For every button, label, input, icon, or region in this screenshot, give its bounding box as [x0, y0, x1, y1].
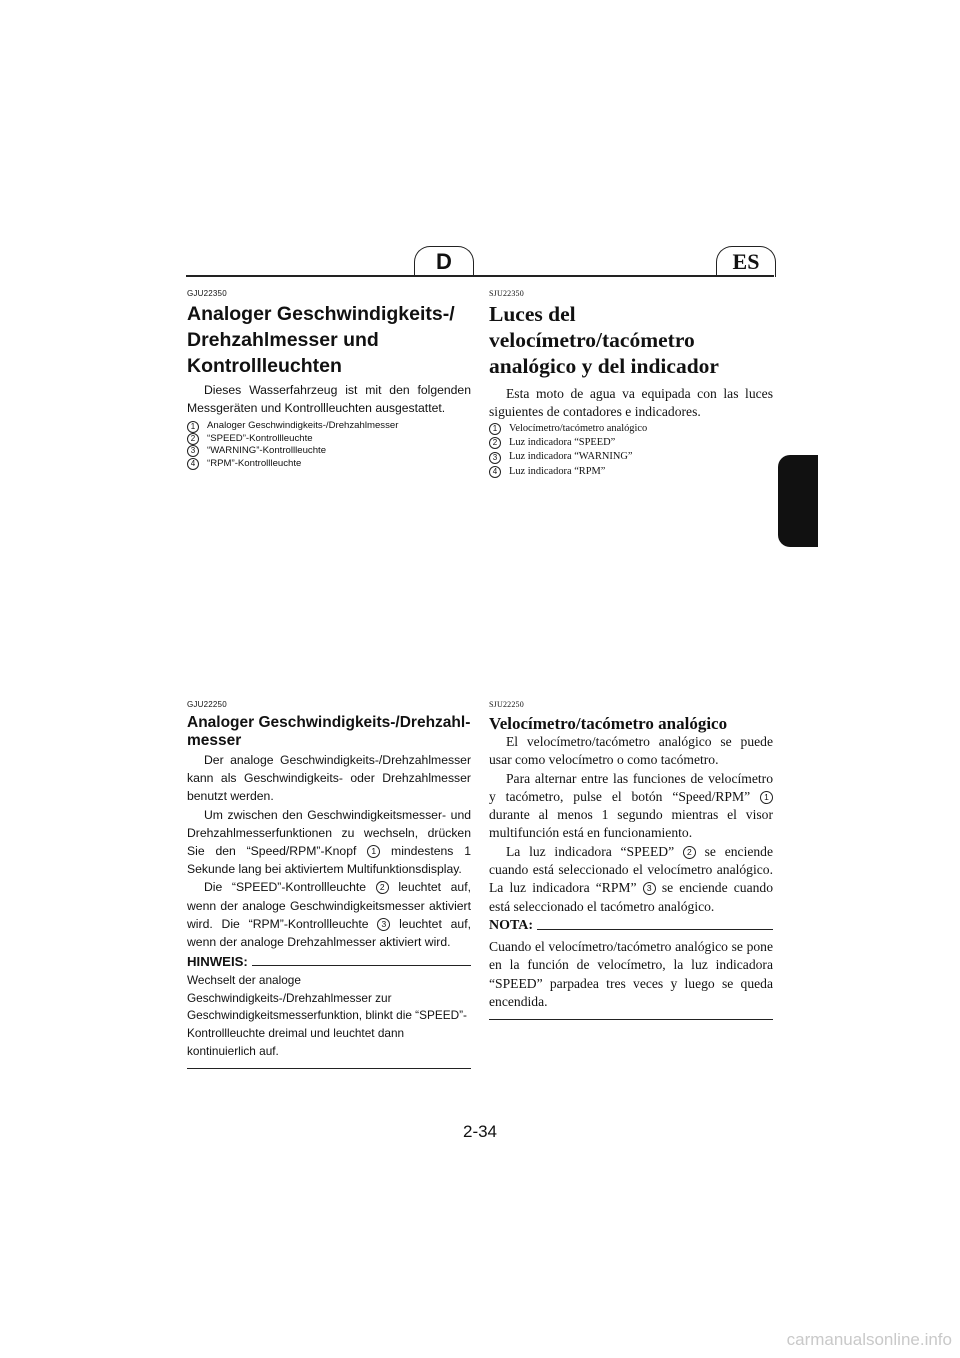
intro-paragraph: Dieses Wasserfahrzeug ist mit den folgenden Messgeräten und Kontrollleuchten ausgestattet.: [187, 383, 471, 416]
list-item-label: Analoger Geschwindigkeits-/Drehzahlmesser: [207, 420, 399, 432]
text-run: Die “SPEED”-Kontrollleuchte: [204, 880, 367, 895]
text-run: se enciende cuando está seleccionado el tacómetro analógico.: [489, 880, 774, 914]
note-box: [187, 954, 471, 1069]
callout-number: 1: [760, 791, 773, 804]
language-tab-spanish: ES: [716, 246, 776, 277]
language-tab-german: D: [414, 246, 474, 277]
note-label: NOTA:: [489, 917, 534, 933]
paragraph: [187, 806, 471, 879]
list-item-label: “RPM”-Kontrollleuchte: [207, 457, 302, 469]
callout-number: 2: [187, 433, 199, 445]
text-run: mindestens 1 Sekunde lang bei aktiviertem Multifunktionsdisplay.: [187, 844, 471, 877]
callout-number: 1: [187, 421, 199, 433]
list-item: [489, 450, 773, 464]
list-item-label: Luz indicadora “WARNING”: [509, 451, 633, 463]
spanish-section-lights: [489, 289, 773, 479]
paragraph: [489, 843, 773, 916]
paragraph: El velocímetro/tacómetro analógico se puede usar como velocímetro o como tacómetro.: [489, 734, 773, 768]
note-header: [489, 918, 773, 934]
text-run: Para alternar entre las funciones de velocímetro y tacómetro, pulse el botón “Speed/RPM”: [489, 770, 773, 804]
list-item: [187, 420, 471, 432]
chapter-side-tab: [778, 455, 818, 547]
title-line: Kontrollleuchten: [187, 355, 342, 377]
callout-number: 3: [377, 918, 390, 931]
german-section-speedometer: [187, 700, 471, 1069]
title-line: messer: [187, 732, 242, 749]
list-item: [489, 465, 773, 479]
list-item: [489, 422, 773, 436]
page-number: 2-34: [462, 1122, 498, 1141]
watermark: carmanualsonline.info: [786, 1330, 952, 1349]
list-item: [187, 445, 471, 457]
list-item-label: “SPEED”-Kontrollleuchte: [207, 432, 313, 444]
section-code: GJU22350: [187, 289, 227, 298]
paragraph: [489, 770, 773, 843]
text-run: durante al menos 1 segundo mientras el visor multifunción está en funcionamiento.: [489, 807, 773, 841]
paragraph: Der analoge Geschwindigkeits-/Drehzahlmesser kann als Geschwindigkeits- oder Drehzahlmesser benutzt werden.: [187, 753, 471, 804]
callout-number: 3: [489, 452, 501, 464]
callout-number: 2: [489, 437, 501, 449]
note-rule: [537, 929, 773, 930]
text-run: Um zwischen den Geschwindigkeitsmesser- und Drehzahlmesserfunktionen zu wechseln, drücken Sie den “Speed/RPM”-Knopf: [187, 807, 471, 859]
callout-number: 3: [187, 445, 199, 457]
header-rule: [186, 275, 774, 277]
indicator-list: [187, 420, 471, 470]
list-item: [187, 433, 471, 445]
callout-number: 1: [489, 423, 501, 435]
paragraph: [187, 878, 471, 951]
note-label: HINWEIS:: [187, 954, 248, 970]
section-code: SJU22250: [489, 700, 524, 709]
title-line: Drehzahlmesser und: [187, 329, 379, 351]
list-item: [187, 458, 471, 470]
section-code: GJU22250: [187, 700, 227, 709]
list-item-label: Velocímetro/tacómetro analógico: [509, 422, 648, 434]
callout-number: 3: [643, 882, 656, 895]
note-end-rule: [489, 1019, 773, 1020]
title-line: Analoger Geschwindigkeits-/: [187, 303, 455, 325]
section-title: [187, 301, 471, 379]
callout-number: 2: [376, 881, 389, 894]
text-run: se enciende cuando está seleccionado el velocímetro analógico. La luz indicadora “RPM”: [489, 843, 774, 896]
spanish-section-speedometer: [489, 700, 773, 1020]
note-header: [187, 954, 471, 970]
list-item-label: Luz indicadora “SPEED”: [509, 437, 616, 448]
text-run: leuchtet auf, wenn der analoge Drehzahlmesser aktiviert wird.: [187, 916, 471, 950]
callout-number: 4: [187, 458, 199, 470]
note-text: Cuando el velocímetro/tacómetro analógico se pone en la función de velocímetro, la luz indicadora “SPEED” parpadea tres veces y luego se queda encendida.: [489, 938, 773, 1009]
callout-number: 4: [489, 466, 501, 478]
section-code: SJU22350: [489, 289, 524, 298]
list-item-label: Luz indicadora “RPM”: [509, 465, 606, 477]
section-title: Velocímetro/tacómetro analógico: [489, 714, 728, 733]
indicator-list: [489, 422, 773, 480]
section-title: [187, 714, 471, 750]
intro-paragraph: Esta moto de agua va equipada con las luces siguientes de contadores e indicadores.: [489, 386, 773, 420]
note-rule: [252, 965, 471, 966]
list-item: [489, 436, 773, 450]
title-line: Analoger Geschwindigkeits-/Drehzahl-: [187, 714, 471, 731]
text-run: leuchtet auf, wenn der analoge Geschwindigkeitsmesser aktiviert wird. Die “RPM”-Kontrollleuchte: [187, 880, 471, 931]
text-run: La luz indicadora “SPEED”: [506, 843, 675, 859]
title-line: analógico y del indicador: [489, 354, 719, 378]
callout-number: 2: [683, 846, 696, 859]
section-title: [489, 301, 773, 379]
german-section-lights: [187, 289, 471, 470]
list-item-label: “WARNING”-Kontrollleuchte: [207, 445, 327, 457]
note-text: Wechselt der analoge Geschwindigkeits-/Drehzahlmesser zur Geschwindigkeitsmesserfunktion, blinkt die “SPEED”-Kontrollleuchte dreimal und leuchtet dann kontinuierlich auf.: [187, 973, 467, 1058]
title-line: Luces del velocímetro/tacómetro: [489, 302, 695, 352]
note-box: [489, 918, 773, 1020]
callout-number: 1: [367, 845, 380, 858]
note-end-rule: [187, 1068, 471, 1069]
